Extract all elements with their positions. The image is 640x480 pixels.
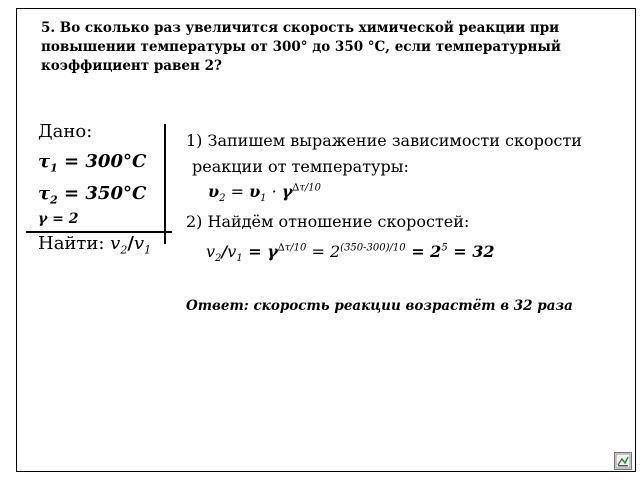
formula-1: $\upsilon_2 = \upsilon_1 \cdot \gamma^{\Delta\tau/10}$	[208, 182, 321, 205]
given-gamma: γ = 2	[38, 211, 79, 227]
answer-text: Ответ: скорость реакции возрастёт в 32 раза	[186, 298, 573, 314]
problem-line-3: коэффициент равен 2?	[41, 58, 222, 74]
find-label: Найти: $v_2/v_1$	[38, 233, 152, 257]
step2-line: 2) Найдём отношение скоростей:	[186, 212, 470, 231]
given-divider-horizontal	[26, 231, 172, 233]
given-label: Дано:	[38, 121, 93, 142]
step1-line1: 1) Запишем выражение зависимости скорости	[186, 131, 582, 150]
given-t1: $\tau_1 = 300^\circ С$	[38, 151, 147, 175]
formula-2: $v_2/v_1 = \gamma^{\Delta\tau/10} = 2^{(350-300)/10} = 2^5 = 32$	[206, 242, 495, 265]
problem-line-1: 5. Во сколько раз увеличится скорость химической реакции при	[41, 20, 560, 36]
problem-line-2: повышении температуры от 300° до 350 °С, если температурный	[41, 39, 561, 55]
problem-statement	[41, 19, 581, 76]
step1-line2: реакции от температуры:	[192, 157, 409, 176]
given-divider-vertical	[164, 124, 166, 244]
next-slide-icon[interactable]	[614, 452, 632, 470]
given-t2: $\tau_2 = 350^\circ С$	[38, 183, 147, 207]
